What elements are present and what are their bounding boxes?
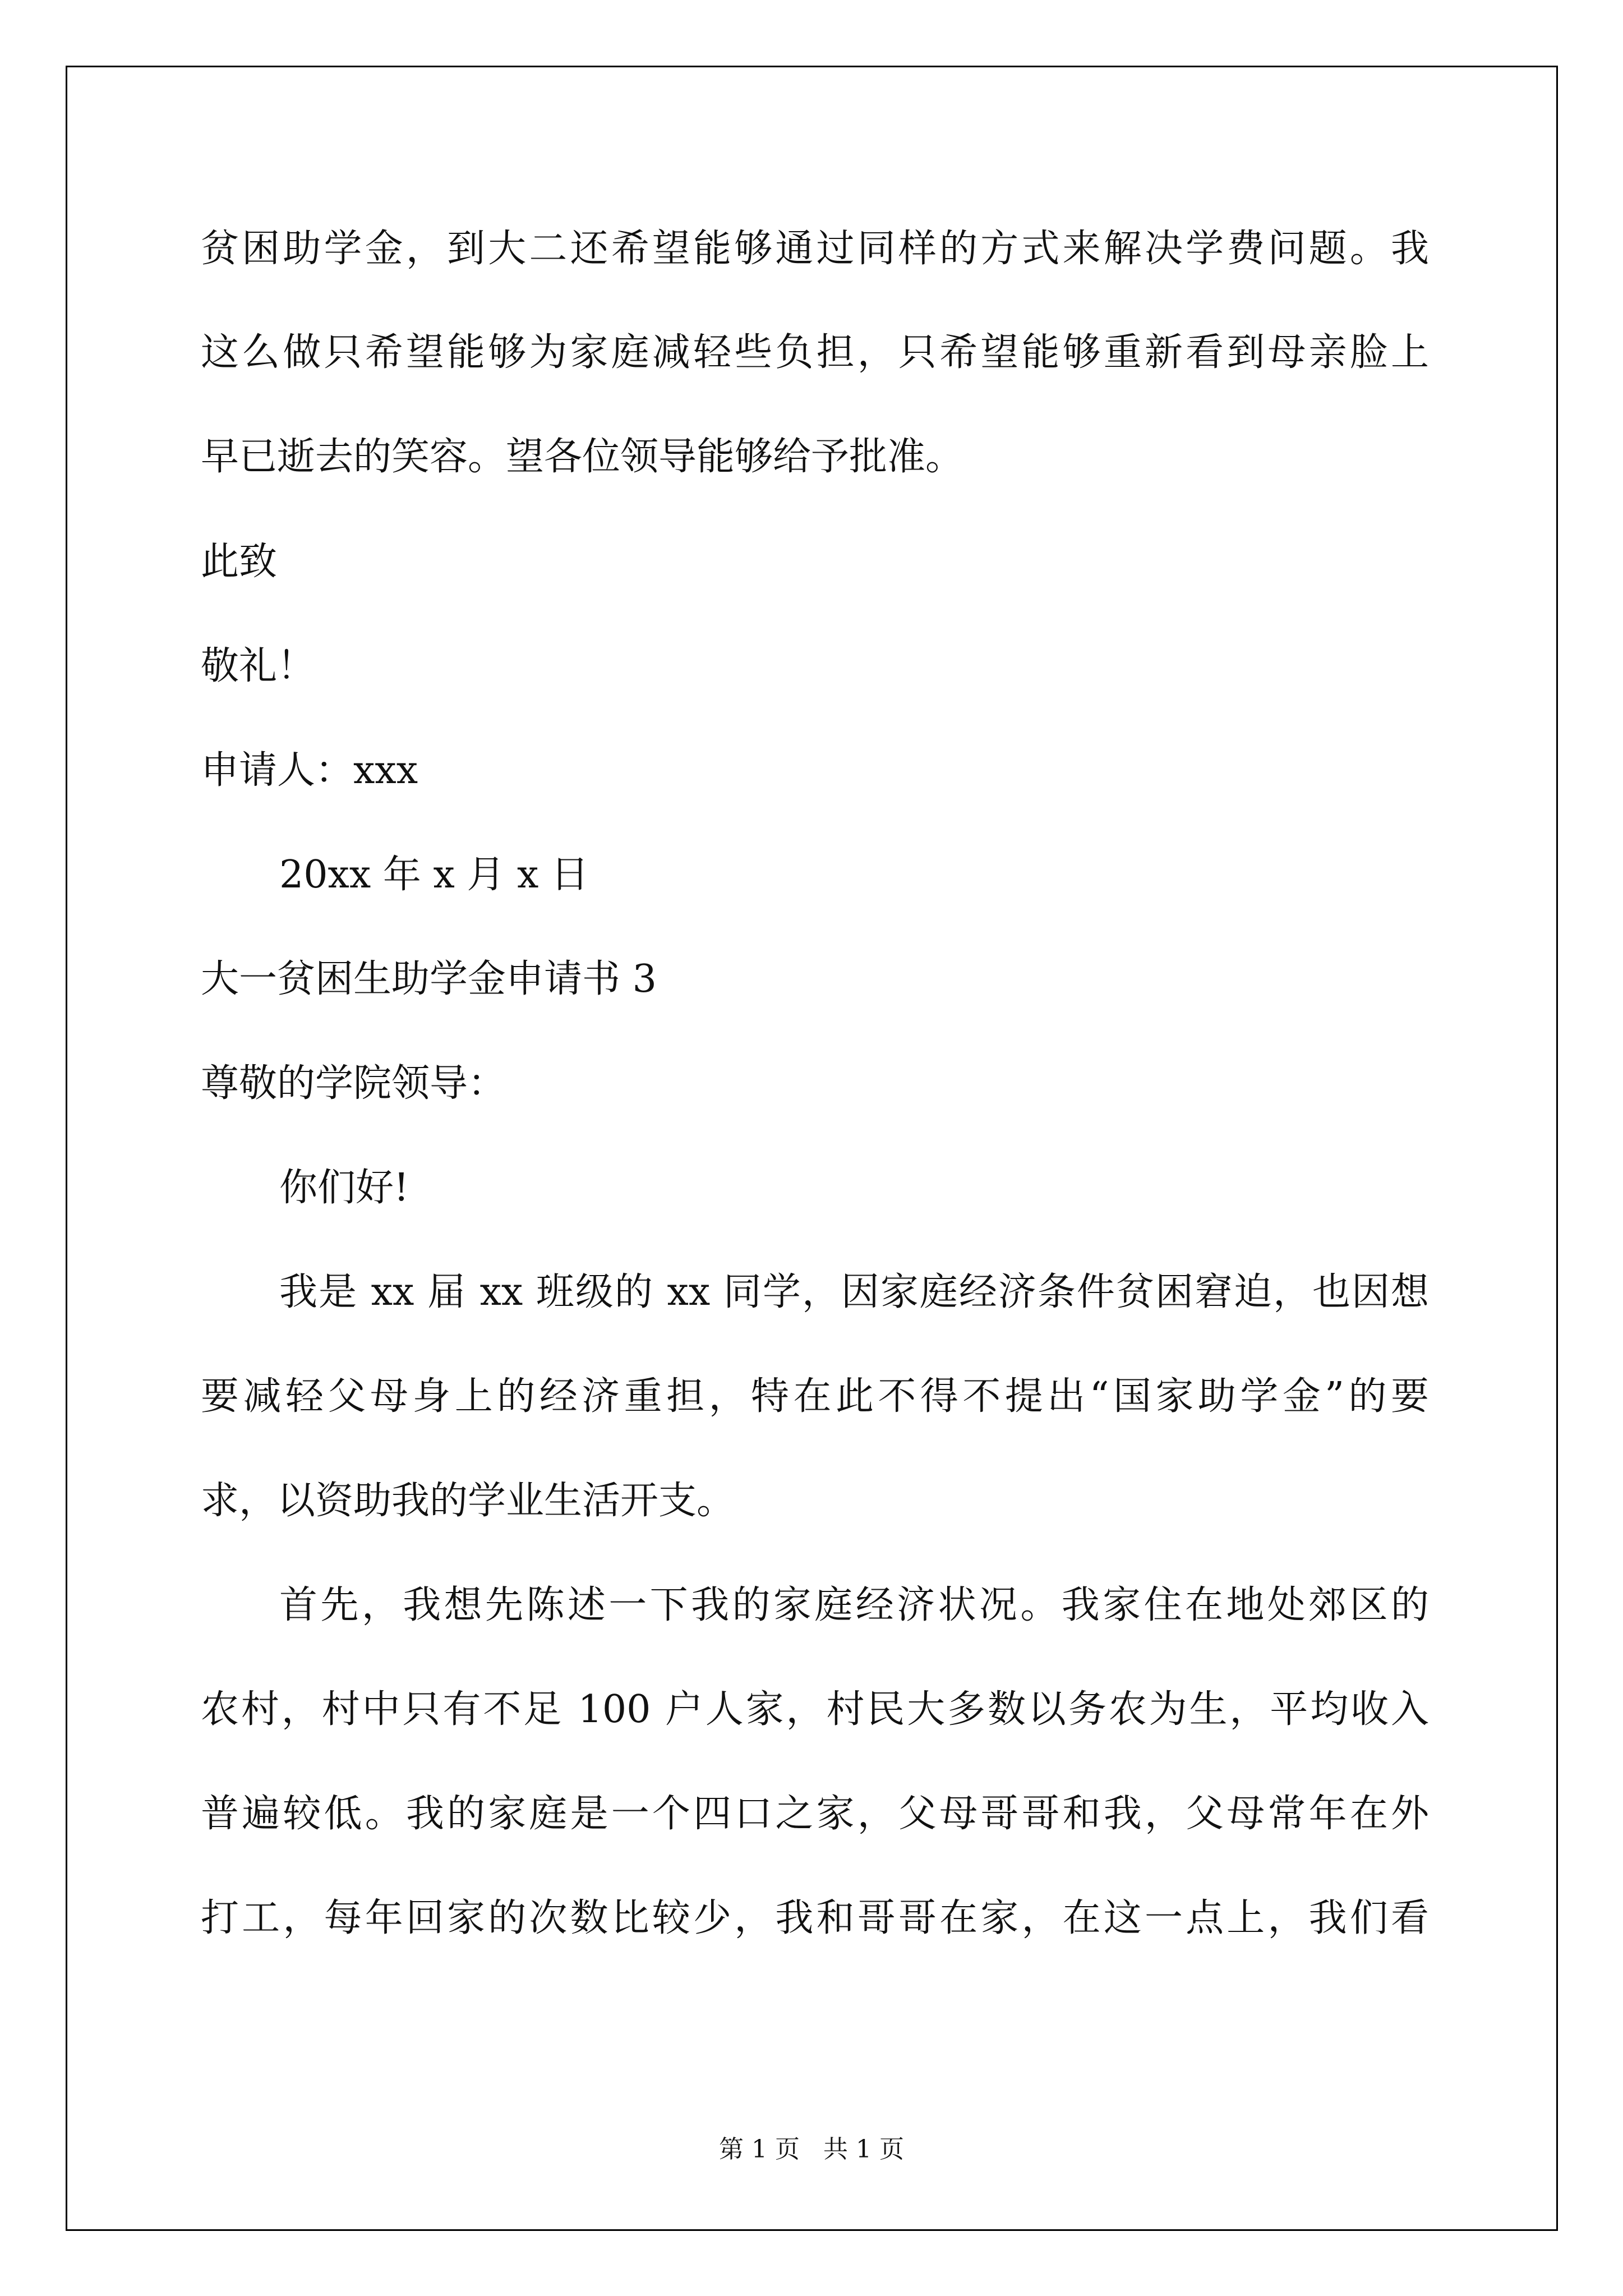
paragraph-line: 要减轻父母身上的经济重担，特在此不得不提出“国家助学金”的要 — [201, 1374, 1429, 1419]
paragraph-line: 早已逝去的笑容。望各位领导能够给予批准。 — [201, 435, 964, 479]
paragraph-line: 求，以资助我的学业生活开支。 — [201, 1479, 735, 1523]
paragraph-line: 我是 xx 届 xx 班级的 xx 同学，因家庭经济条件贫困窘迫，也因想 — [279, 1270, 1429, 1314]
paragraph-line: 这么做只希望能够为家庭减轻些负担，只希望能够重新看到母亲脸上 — [201, 330, 1429, 375]
greeting-heading: 尊敬的学院领导： — [201, 1061, 506, 1106]
section-title: 大一贫困生助学金申请书 3 — [201, 957, 657, 1001]
paragraph-line: 首先，我想先陈述一下我的家庭经济状况。我家住在地处郊区的 — [279, 1583, 1429, 1627]
salutation-line: 敬礼！ — [201, 644, 316, 688]
closing-line: 此致 — [201, 540, 278, 584]
paragraph-line: 打工，每年回家的次数比较少，我和哥哥在家，在这一点上，我们看 — [201, 1896, 1429, 1940]
page-footer: 第 1 页 共 1 页 — [719, 2135, 904, 2164]
date-line: 20xx 年 x 月 x 日 — [279, 853, 589, 897]
applicant-line: 申请人：xxx — [201, 748, 418, 793]
paragraph-line: 普遍较低。我的家庭是一个四口之家，父母哥哥和我，父母常年在外 — [201, 1792, 1429, 1836]
paragraph-line: 贫困助学金，到大二还希望能够通过同样的方式来解决学费问题。我 — [201, 227, 1429, 271]
paragraph-line: 农村，村中只有不足 100 户人家，村民大多数以务农为生，平均收入 — [201, 1687, 1429, 1732]
greeting-line: 你们好! — [279, 1166, 409, 1210]
